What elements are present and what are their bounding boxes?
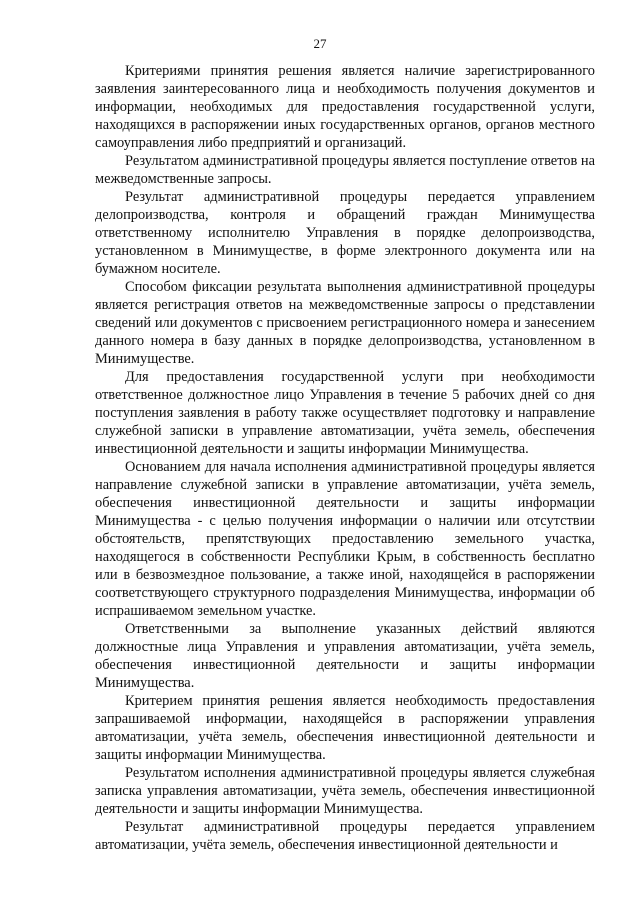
paragraph-5: Для предоставления государственной услуги при необходимости ответственное должностное лицо Управления в течение 5 рабочих дней со дня поступления заявления в работу также осуществляет подготовку и направление служебной записки в управление автоматизации, учёта земель, обеспечения инвестиционной деятельности и защиты информации Минимущества. [95,369,595,457]
paragraph-1: Критериями принятия решения является наличие зарегистрированного заявления заинтересованного лица и необходимость получения документов и информации, необходимых для предоставления государственной услуги, находящихся в распоряжении иных государственных органов, органов местного самоуправления либо предприятий и организаций. [95,63,595,151]
paragraph-4: Способом фиксации результата выполнения административной процедуры является регистрация ответов на межведомственные запросы о представлении сведений или документов с присвоением регистрационного номера и занесением данного номера в базу данных в порядке делопроизводства, установленном в Минимуществе. [95,279,595,367]
paragraph-10: Результат административной процедуры передается управлением автоматизации, учёта земель, обеспечения инвестиционной деятельности и [95,819,595,853]
paragraph-2: Результатом административной процедуры является поступление ответов на межведомственные запросы. [95,153,595,187]
paragraph-6: Основанием для начала исполнения административной процедуры является направление служебной записки в управление автоматизации, учёта земель, обеспечения инвестиционной деятельности и защиты информации Минимущества - с целью получения информации о наличии или отсутствии обстоятельств, препятствующих предоставлению земельного участка, находящегося в собственности Республики Крым, в собственность бесплатно или в безвозмездное пользование, а также иной, находящейся в распоряжении соответствующего структурного подразделения Минимущества, информации об испрашиваемом земельном участке. [95,459,595,619]
page-number: 27 [313,36,327,51]
paragraph-7: Ответственными за выполнение указанных действий являются должностные лица Управления и управления автоматизации, учёта земель, обеспечения инвестиционной деятельности и защиты информации Минимущества. [95,621,595,691]
paragraph-8: Критерием принятия решения является необходимость предоставления запрашиваемой информации, находящейся в распоряжении управления автоматизации, учёта земель, обеспечения инвестиционной деятельности и защиты информации Минимущества. [95,693,595,763]
paragraph-9: Результатом исполнения административной процедуры является служебная записка управления автоматизации, учёта земель, обеспечения инвестиционной деятельности и защиты информации Минимущества. [95,765,595,817]
paragraph-3: Результат административной процедуры передается управлением делопроизводства, контроля и обращений граждан Минимущества ответственному исполнителю Управления в порядке делопроизводства, установленном в Минимуществе, в форме электронного документа или на бумажном носителе. [95,189,595,277]
document-body [95,62,595,854]
